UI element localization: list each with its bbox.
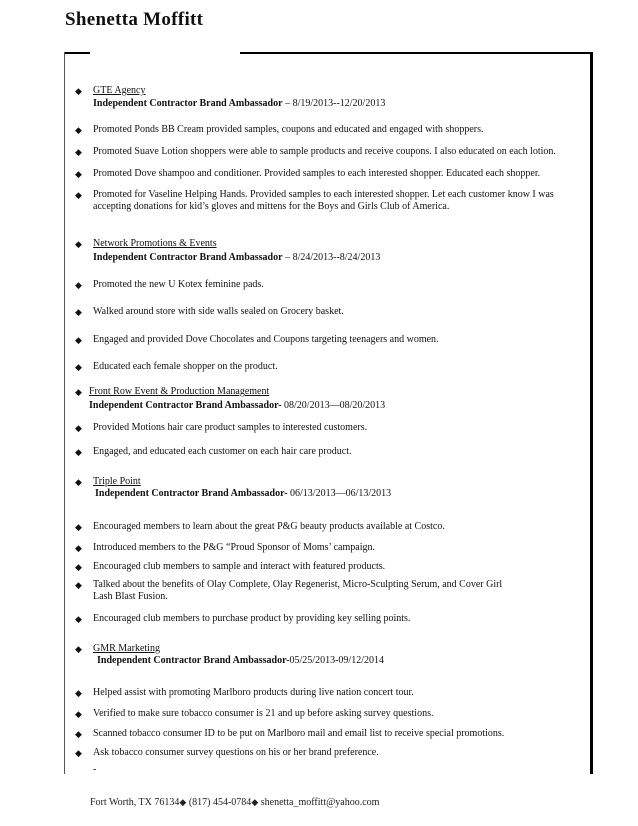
bullet-diamond-icon: ◆ <box>75 280 82 290</box>
job-role: Independent Contractor Brand Ambassador- <box>89 400 282 411</box>
bullet-diamond-icon: ◆ <box>75 335 82 345</box>
bullet-diamond-icon: ◆ <box>75 86 82 96</box>
footer-city: Fort Worth, TX 76134 <box>90 797 180 808</box>
job-dates: 08/20/2013—08/20/2013 <box>281 400 386 411</box>
list-item-text: Provided Motions hair care product samples to interested customers. <box>93 422 368 433</box>
job-agency: Network Promotions & Events <box>93 238 217 249</box>
bullet-diamond-icon: ◆ <box>75 614 82 624</box>
bullet-diamond-icon: ◆ <box>75 709 82 719</box>
bullet-diamond-icon: ◆ <box>75 748 82 758</box>
bullet-diamond-icon: ◆ <box>75 362 82 372</box>
job-dates: – 8/24/2013--8/24/2013 <box>282 252 381 263</box>
header-rule-right <box>240 52 593 54</box>
list-item-text: Walked around store with side walls sealed on Grocery basket. <box>93 306 344 317</box>
job-dates: 05/25/2013-09/12/2014 <box>289 655 384 666</box>
list-item-text: Encouraged members to learn about the great P&G beauty products available at Costco. <box>93 521 445 532</box>
bullet-diamond-icon: ◆ <box>75 522 82 532</box>
list-item-text: Helped assist with promoting Marlboro products during live nation concert tour. <box>93 687 414 698</box>
list-item <box>75 579 590 605</box>
job-agency: Front Row Event & Production Management <box>89 386 270 397</box>
list-item <box>75 189 590 215</box>
list-item-text: Ask tobacco consumer survey questions on his or her brand preference. <box>93 747 379 758</box>
bullet-diamond-icon: ◆ <box>75 729 82 739</box>
job-role: Independent Contractor Brand Ambassador- <box>97 655 290 666</box>
bullet-diamond-icon: ◆ <box>75 562 82 572</box>
bullet-diamond-icon: ◆ <box>75 239 82 249</box>
list-item-text: Engaged, and educated each customer on each hair care product. <box>93 446 352 457</box>
header-rule-left <box>64 52 90 54</box>
bullet-diamond-icon: ◆ <box>75 423 82 433</box>
bullet-diamond-icon: ◆ <box>75 307 82 317</box>
job-dates: 06/13/2013—06/13/2013 <box>287 488 392 499</box>
list-item-text: Engaged and provided Dove Chocolates and Coupons targeting teenagers and women. <box>93 334 439 345</box>
bullet-diamond-icon: ◆ <box>179 797 187 807</box>
job-role: Independent Contractor Brand Ambassador- <box>95 488 288 499</box>
bullet-diamond-icon: ◆ <box>75 543 82 553</box>
footer-phone: (817) 454-0784 <box>186 797 252 808</box>
job-role: Independent Contractor Brand Ambassador <box>93 98 283 109</box>
list-item-text: Encouraged club members to sample and interact with featured products. <box>93 561 386 572</box>
frame-left-border <box>64 52 65 774</box>
list-item-text: Promoted Dove shampoo and conditioner. Provided samples to each interested shopper. Educated each shopper. <box>93 168 541 179</box>
bullet-diamond-icon: ◆ <box>75 580 82 590</box>
bullet-diamond-icon: ◆ <box>75 169 82 179</box>
bullet-diamond-icon: ◆ <box>251 797 259 807</box>
list-item-text: Educated each female shopper on the product. <box>93 361 278 372</box>
bullet-diamond-icon: ◆ <box>75 190 82 200</box>
footer-email: shenetta_moffitt@yahoo.com <box>258 797 380 808</box>
bullet-diamond-icon: ◆ <box>75 644 82 654</box>
list-item-text: Verified to make sure tobacco consumer is 21 and up before asking survey questions. <box>93 708 434 719</box>
bullet-diamond-icon: ◆ <box>75 147 82 157</box>
list-item-text: Promoted Ponds BB Cream provided samples, coupons and educated and engaged with shoppers. <box>93 124 484 135</box>
list-item-text: Introduced members to the P&G “Proud Sponsor of Moms’ campaign. <box>93 542 375 553</box>
job-role: Independent Contractor Brand Ambassador <box>93 252 283 263</box>
trailing-mark: - <box>93 764 97 775</box>
bullet-diamond-icon: ◆ <box>75 447 82 457</box>
bullet-diamond-icon: ◆ <box>75 477 82 487</box>
list-item-text: Promoted Suave Lotion shoppers were able to sample products and receive coupons. I also educated on each lotion. <box>93 146 556 157</box>
list-item-text: Talked about the benefits of Olay Complete, Olay Regenerist, Micro-Sculpting Serum, and Cover Girl Lash Blast Fusion. <box>93 579 503 602</box>
bullet-diamond-icon: ◆ <box>75 688 82 698</box>
job-dates: – 8/19/2013--12/20/2013 <box>282 98 386 109</box>
list-item-text: Encouraged club members to purchase product by providing key selling points. <box>93 613 411 624</box>
frame-right-border <box>590 52 593 774</box>
contact-footer <box>90 797 379 808</box>
job-agency: GTE Agency <box>93 85 146 96</box>
job-agency: Triple Point <box>93 476 141 487</box>
list-item-text: Scanned tobacco consumer ID to be put on Marlboro mail and email list to receive special promotions. <box>93 728 505 739</box>
resume-name: Shenetta Moffitt <box>65 9 204 30</box>
bullet-diamond-icon: ◆ <box>75 125 82 135</box>
bullet-diamond-icon: ◆ <box>75 387 82 397</box>
job-agency: GMR Marketing <box>93 643 160 654</box>
list-item-text: Promoted the new U Kotex feminine pads. <box>93 279 264 290</box>
list-item-text: Promoted for Vaseline Helping Hands. Provided samples to each interested shopper. Let each customer know I was accepting donations for kid’s gloves and mittens for the Boys and Girls Club of America. <box>93 189 554 212</box>
